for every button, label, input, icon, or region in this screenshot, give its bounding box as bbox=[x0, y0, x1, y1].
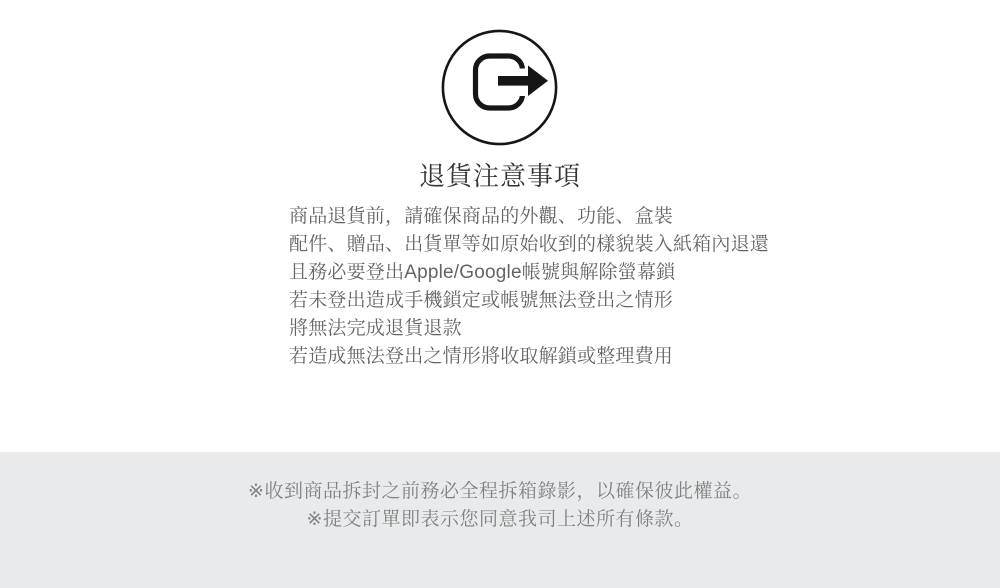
notice-line-3: 且務必要登出Apple/Google帳號與解除螢幕鎖 bbox=[289, 262, 676, 283]
footer-note bbox=[0, 452, 1000, 588]
notice-body bbox=[289, 203, 769, 371]
notice-line-1: 商品退貨前，請確保商品的外觀、功能、盒裝 bbox=[289, 206, 674, 227]
logout-icon bbox=[441, 29, 558, 146]
footer-line-2: ※提交訂單即表示您同意我司上述所有條款。 bbox=[306, 509, 694, 530]
notice-line-6: 若造成無法登出之情形將收取解鎖或整理費用 bbox=[289, 346, 674, 367]
notice-line-5: 將無法完成退貨退款 bbox=[289, 318, 462, 339]
notice-line-4: 若未登出造成手機鎖定或帳號無法登出之情形 bbox=[289, 290, 674, 311]
footer-line-1: ※收到商品拆封之前務必全程拆箱錄影，以確保彼此權益。 bbox=[248, 481, 752, 502]
page-title: 退貨注意事項 bbox=[418, 161, 581, 191]
notice-line-2: 配件、贈品、出貨單等如原始收到的樣貌裝入紙箱內退還 bbox=[289, 234, 770, 255]
